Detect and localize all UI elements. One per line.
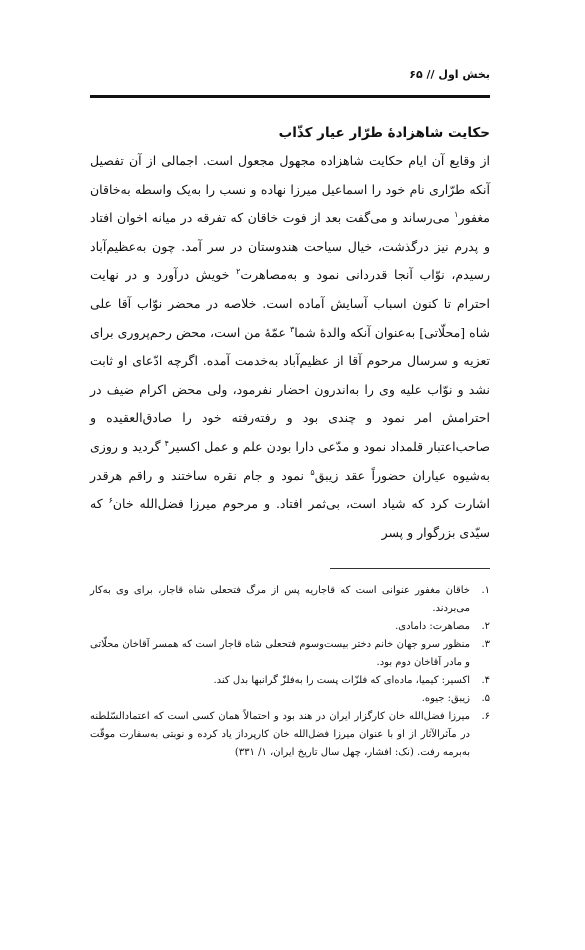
footnote-text: میرزا فضل‌الله خان کارگزار ایران در هند بود و احتمالاً همان کسی است که اعتمادالسّلطنه در مآثرالآثار از او با عنوان میرزا فضل‌الله خان کارپرداز یاد کرده و نوبتی به‌سفارت موقّت به‌برمه رفت. (نک: افشار، چهل سال تاریخ ایران، ۱/ ۳۳۱) — [90, 711, 470, 758]
section-title: حکایت شاهزادهٔ طرّار عیار کذّاب — [278, 125, 490, 141]
footnote-number: ۴. — [481, 675, 490, 686]
footnote-ref: ۲ — [236, 267, 241, 277]
text-segment: می‌رساند و می‌گفت بعد از فوت خاقان که تفرقه در میانه اخوان افتاد و پدرم نیز درگذشت، خیال سیاحت هندوستان در سر آمد. چون به‌عظیم‌آباد رسیدم، نوّاب آنجا قدردانی نمود و به‌مصاهرت — [90, 210, 490, 283]
body-text — [90, 122, 490, 547]
header-rule — [90, 95, 490, 98]
text-segment: عمّهٔ من است، محض رحم‌پروری برای تعزیه و سرسال مرحوم آقا از عظیم‌آباد به‌خدمت آمده. اگرچه ادّعای او ثابت نشد و نوّاب علیه وی را به‌اندرون احضار نفرمود، ولی محض اکرام ضیف در احترامش امر نمود و چندی بود و رفته‌رفته خود را صادق‌العقیده و صاحب‌اعتبار قلمداد نمود و مدّعی دارا بودن علم و عمل اکسیر — [90, 324, 490, 454]
footnote-text: اکسیر: کیمیا، ماده‌ای که فلزّات پست را به‌فلزّ گرانبها بدل کند. — [213, 675, 470, 686]
text-segment: گردید و روزی به‌شیوه عیاران حضوراً عقد زیبق — [90, 438, 490, 483]
footnote-text: خاقان مغفور عنوانی است که قاجاریه پس از مرگ فتحعلی شاه قاجار، برای وی به‌کار می‌بردند. — [90, 585, 470, 614]
footnote-item — [90, 672, 490, 690]
footnote-ref: ۱ — [454, 210, 459, 220]
footnote-rule — [330, 568, 490, 569]
text-segment: که سیّدی بزرگوار و پسر — [90, 496, 490, 540]
footnote-ref: ۵ — [310, 467, 315, 477]
footnote-item — [90, 690, 490, 708]
footnote-item — [90, 636, 490, 672]
text-segment: خویش درآورد و در نهایت احترام تا کنون اسباب آسایش آماده است. خلاصه در محضر نوّاب آقا علی شاه [محلّاتی] به‌عنوان آنکه والدهٔ شما — [90, 267, 490, 340]
footnote-number: ۲. — [481, 621, 490, 632]
footnote-ref: ۴ — [164, 438, 169, 448]
footnote-number: ۶. — [481, 711, 490, 722]
footnote-item — [90, 618, 490, 636]
footnote-item — [90, 582, 490, 618]
footnote-text: زیبق: جیوه. — [421, 693, 470, 704]
footnotes-list — [90, 582, 490, 762]
footnote-number: ۱. — [481, 585, 490, 596]
footnote-number: ۳. — [481, 639, 490, 650]
footnote-ref: ۳ — [289, 324, 295, 334]
footnote-ref: ۶ — [108, 495, 113, 505]
text-segment: از وقایع آن ایام حکایت شاهزاده مجهول مجعول است. اجمالی از آن تفصیل آنکه طرّاری نام خود را اسماعیل میرزا نهاده و نسب را به‌یک واسطه به‌خاقان مغفور — [90, 153, 490, 226]
main-paragraph — [90, 147, 490, 547]
footnote-text: منظور سرو جهان خانم دختر بیست‌وسوم فتحعلی شاه قاجار است که همسر آقاخان محلّاتی و مادر آقاخان دوم بود. — [90, 639, 470, 668]
text-segment: نمود و جام نقره ساختند و راقم هرقدر اشارت کرد که شیاد است، بی‌ثمر افتاد. و مرحوم میرزا فضل‌الله خان — [90, 467, 490, 512]
running-head: بخش اول // ۶۵ — [409, 68, 490, 81]
footnote-text: مصاهرت: دامادی. — [395, 621, 470, 632]
footnote-item — [90, 708, 490, 762]
footnote-number: ۵. — [481, 693, 490, 704]
